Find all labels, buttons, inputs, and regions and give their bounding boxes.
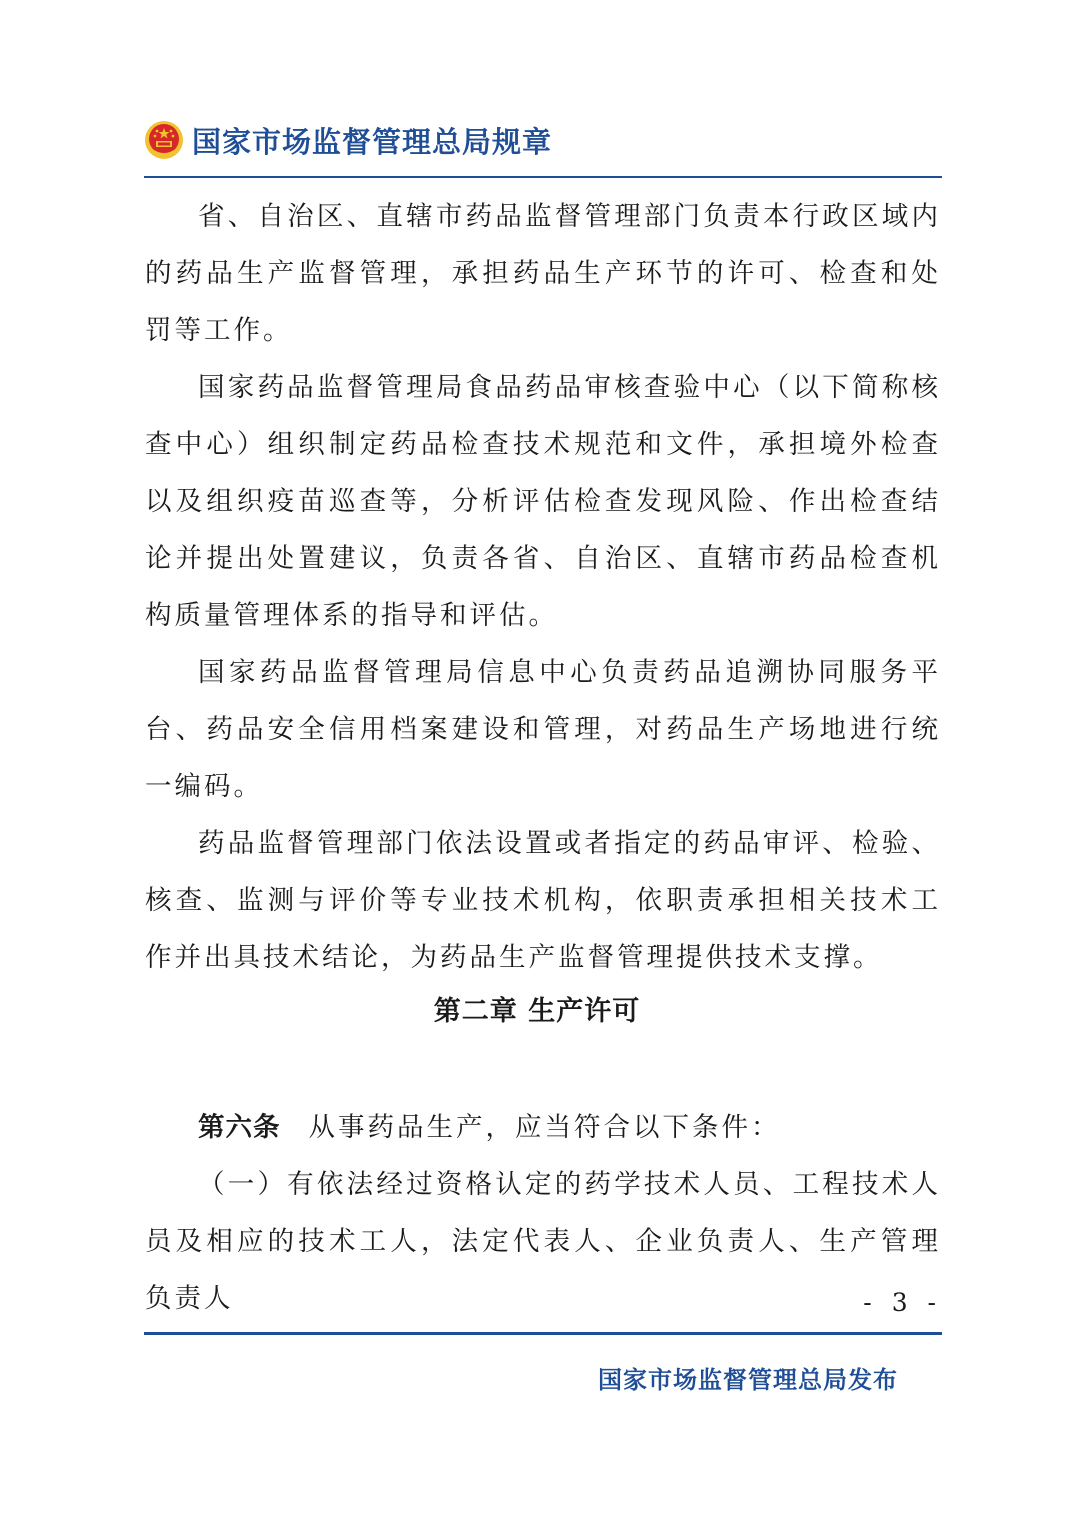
article-text: 从事药品生产，应当符合以下条件：: [308, 1112, 781, 1143]
article-item: （一）有依法经过资格认定的药学技术人员、工程技术人员及相应的技术工人，法定代表人、企业负责人、生产管理负责人: [145, 1169, 941, 1314]
paragraph: 省、自治区、直辖市药品监督管理部门负责本行政区域内的药品生产监督管理，承担药品生产环节的许可、检查和处罚等工作。: [145, 201, 941, 346]
document-body: [145, 188, 941, 986]
paragraph: 国家药品监督管理局信息中心负责药品追溯协同服务平台、药品安全信用档案建设和管理，对药品生产场地进行统一编码。: [145, 657, 941, 802]
page-number: - 3 -: [863, 1288, 942, 1317]
footer-publisher: 国家市场监督管理总局发布: [598, 1366, 898, 1394]
header-divider: [144, 176, 942, 178]
paragraph: 国家药品监督管理局食品药品审核查验中心（以下简称核查中心）组织制定药品检查技术规范和文件，承担境外检查以及组织疫苗巡查等，分析评估检查发现风险、作出检查结论并提出处置建议，负责各省、自治区、直辖市药品检查机构质量管理体系的指导和评估。: [145, 372, 941, 631]
page-header: [144, 116, 552, 164]
article-heading: [145, 1099, 941, 1156]
chapter-title: 第二章 生产许可: [433, 996, 641, 1027]
header-title: 国家市场监督管理总局规章: [192, 124, 553, 159]
article-label: 第六条: [198, 1112, 281, 1143]
national-emblem-icon: [144, 120, 184, 160]
paragraph: 药品监督管理部门依法设置或者指定的药品审评、检验、核查、监测与评价等专业技术机构，依职责承担相关技术工作并出具技术结论，为药品生产监督管理提供技术支撑。: [145, 828, 941, 973]
article-section: [145, 1099, 941, 1327]
footer-divider: [144, 1332, 942, 1335]
